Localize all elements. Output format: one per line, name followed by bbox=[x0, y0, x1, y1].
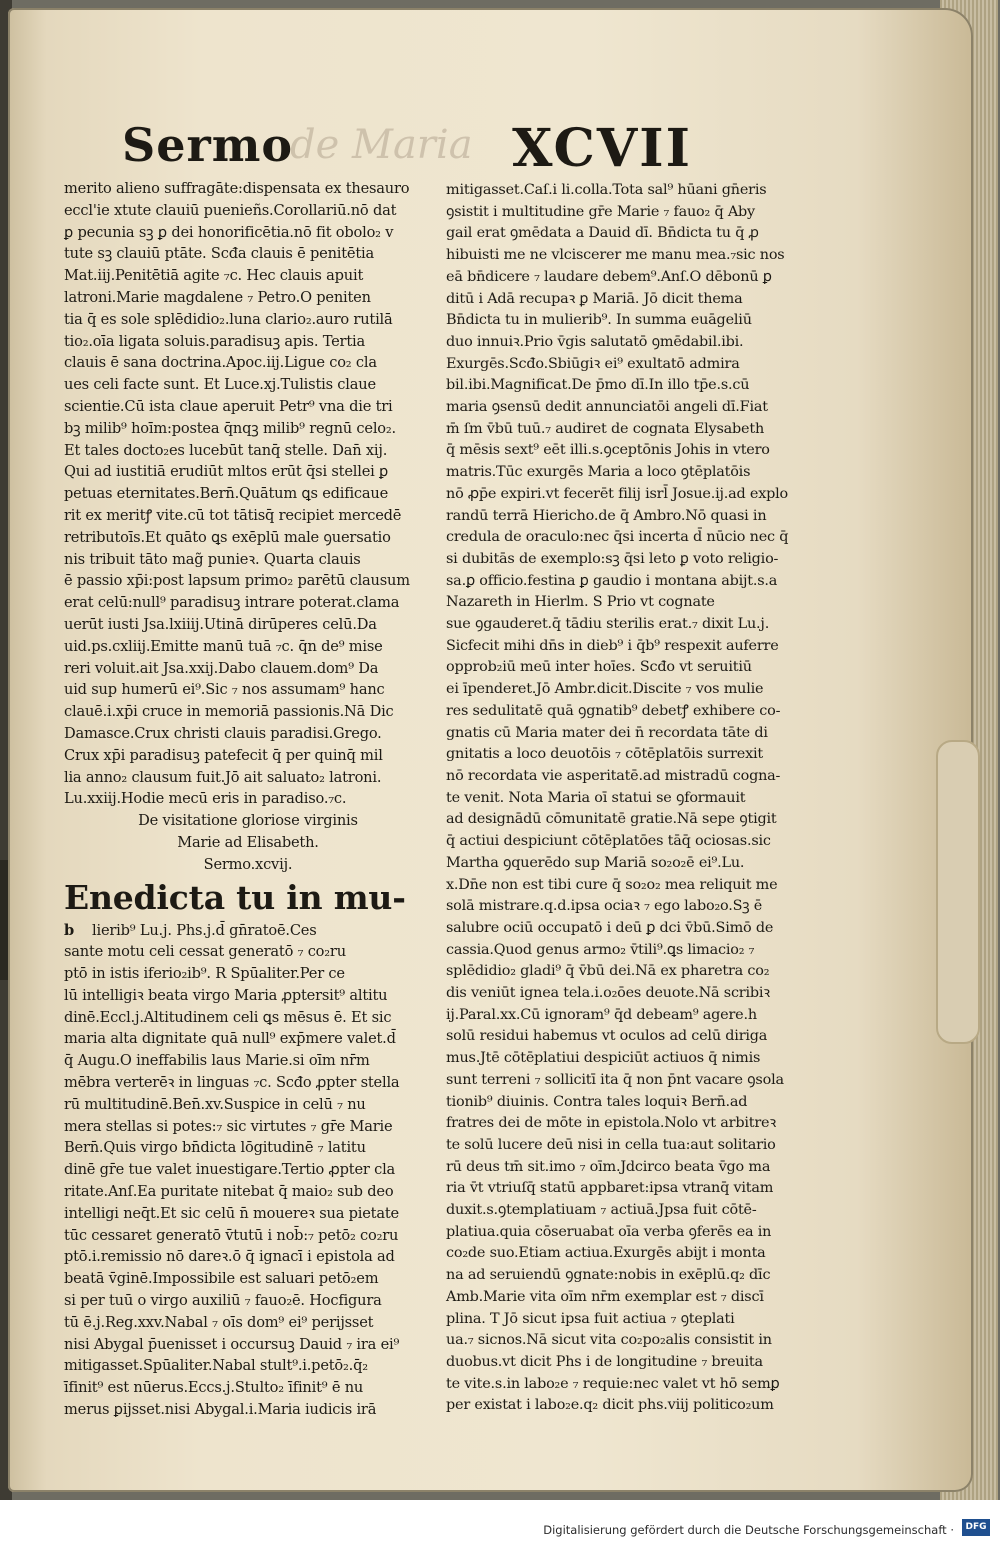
text-line: Et tales docto₂es lucebūt tanq̄ stelle. Dan̄ xij. bbox=[64, 441, 388, 459]
text-line: q̄ actiui despiciunt cōtēplatōes tāq̄ ociosas.sic bbox=[446, 833, 771, 850]
text-line: Nazareth in Hierlm. S Prio vt cognate bbox=[446, 594, 715, 611]
text-line: ei īpenderet.Jō Ambr.dicit.Discite ₇ vos mulie bbox=[446, 681, 764, 698]
text-line: Martha ꝯquerēdo sup Mariā so₂o₂ē ei⁹.Lu. bbox=[446, 854, 745, 871]
text-line: clauē.i.xp̄i cruce in memoriā passionis.Nā Dic bbox=[64, 703, 394, 721]
text-line: bil.ibi.Magnificat.De p̄mo dī.In illo tp̄e.s.cū bbox=[446, 377, 750, 394]
text-line: mus.Jtē cōtēplatiui despiciūt actiuos q̄ nimis bbox=[446, 1050, 761, 1067]
text-line: dinē.Eccl.j.Altitudinem celi ꝗs mēsus ē. Et sic bbox=[64, 1008, 392, 1026]
text-line: uid sup humerū ei⁹.Sic ₇ nos assumam⁹ hanc bbox=[64, 681, 385, 699]
text-line: rū deus tm̄ sit.imo ₇ oīm.Jdcirco beata v̄go ma bbox=[446, 1158, 771, 1175]
text-line: merus ꝑijsset.nisi Abygal.i.Maria iudicis irā bbox=[64, 1401, 377, 1419]
text-line: te solū lucere deū nisi in cella tua:aut solitario bbox=[446, 1136, 776, 1153]
text-line: uid.ps.cxliij.Emitte manū tuā ₇c. q̄n de⁹ mise bbox=[64, 637, 383, 655]
text-line: Sicfecit mihi dn̄s in dieb⁹ i q̄b⁹ respexit auferre bbox=[446, 637, 779, 654]
text-line: merito alieno suffragāte:dispensata ex thesauro bbox=[64, 180, 410, 197]
text-line: latroni.Marie magdalene ₇ Petro.O peniten bbox=[64, 288, 371, 306]
text-line: Lu.xxiij.Hodie mecū eris in paradiso.₇c. bbox=[64, 790, 347, 808]
text-line: ꝑ pecunia sꝫ ꝑ dei honorificētia.nō fit obolo₂ v bbox=[64, 223, 394, 241]
text-line: te vite.s.in labo₂e ₇ requie:nec valet vt hō semꝑ bbox=[446, 1375, 780, 1392]
text-line: nisi Abygal p̄uenisset i occursuꝫ Dauid ₇ ira ei⁹ bbox=[64, 1335, 400, 1353]
initial-letter: b bbox=[64, 921, 75, 939]
text-line: si dubitās de exemplo:sꝫ q̄si leto ꝑ voto religio- bbox=[446, 550, 779, 567]
folio-number: XCVII bbox=[512, 118, 692, 179]
incipit-heading: Enedicta tu in mu- bbox=[64, 877, 406, 917]
text-line: ptō.i.remissio nō dareꝛ.ō q̄ ignacī i epistola ad bbox=[64, 1248, 395, 1266]
text-line: ria v̄t vtriuſq̄ statū appbaret:ipsa vtranq̄ vitam bbox=[446, 1180, 774, 1197]
sermo-number: Sermo.xcvij. bbox=[203, 855, 293, 873]
text-line: si per tuū o virgo auxiliū ₇ fauo₂ē. Hocfigura bbox=[64, 1292, 382, 1310]
text-line: Exurgēs.Scđo.Sbiūgiꝛ ei⁹ exultatō admira bbox=[446, 355, 740, 372]
text-line: fratres dei de mōte in epistola.Nolo vt arbitreꝛ bbox=[446, 1115, 776, 1132]
text-line: q̄ Augu.O ineffabilis laus Marie.si oīm nr̄m bbox=[64, 1052, 370, 1070]
text-line: tūc cessaret generatō v̄tutū i nob̄:₇ petō₂ co₂ru bbox=[64, 1226, 399, 1244]
text-line: Amb.Marie vita oīm nr̄m exemplar est ₇ discī bbox=[446, 1288, 764, 1305]
text-line: per existat i labo₂e.q₂ dicit phs.viij politico₂um bbox=[446, 1397, 774, 1414]
footer-credit: Digitalisierung gefördert durch die Deutsche Forschungsgemeinschaft · bbox=[543, 1523, 954, 1537]
text-line: Bern̄.Quis virgo bn̄dicta lōgitudinē ₇ latitu bbox=[64, 1139, 366, 1157]
text-line: uerūt iusti Jsa.lxiiij.Utinā dirūperes celū.Da bbox=[64, 615, 377, 633]
text-line: Qui ad iustitiā erudiūt mltos erūt q̄si stellei ꝑ bbox=[64, 463, 389, 481]
text-line: tū ē.j.Reg.xxv.Nabal ₇ oīs dom⁹ ei⁹ perijsset bbox=[64, 1313, 374, 1331]
text-line: co₂de suo.Etiam actiua.Exurgēs abijt i monta bbox=[446, 1245, 766, 1262]
text-line: tute sꝫ clauiū ptāte. Scđa clauis ē penitētia bbox=[64, 245, 374, 263]
text-line: retributoīs.Et quāto ꝗs exēplū male ꝯuersatio bbox=[64, 528, 391, 546]
text-line: dinē gr̄e tue valet inuestigare.Tertio ꝓpter cla bbox=[64, 1161, 396, 1179]
text-line: gail erat ꝯmēdata a Dauid dī. Bn̄dicta tu q̄ ꝓ bbox=[446, 225, 759, 242]
text-line: na ad seruiendū ꝯgnate:nobis in exēplū.q₂ dīc bbox=[446, 1267, 771, 1284]
dfg-logo: DFG bbox=[962, 1519, 990, 1536]
right-column bbox=[446, 180, 822, 1414]
text-line: gnatis cū Maria mater dei n̄ recordata tāte di bbox=[446, 724, 768, 741]
text-line: credula de oraculo:nec q̄si incerta d̄ nūcio nec q̄ bbox=[446, 529, 789, 546]
text-line bbox=[64, 920, 432, 942]
text-line: tionib⁹ diuinis. Contra tales loquiꝛ Bern̄.ad bbox=[446, 1093, 748, 1110]
text-line: duobus.vt dicit Phs i de longitudine ₇ breuita bbox=[446, 1353, 763, 1370]
text-line: Crux xp̄i paradisuꝫ patefecit q̄ per quinq̄ mil bbox=[64, 746, 383, 764]
text-line: gnitatis a loco deuotōis ₇ cōtēplatōis surrexit bbox=[446, 746, 763, 763]
running-head-left bbox=[122, 118, 292, 180]
text-line: platiua.quia cōseruabat oīa verba ꝯferēs ea in bbox=[446, 1223, 772, 1240]
running-head-sermo: Sermo bbox=[122, 118, 294, 172]
text-line: mēbra verterēꝛ in linguas ₇c. Scđo ꝓpter stella bbox=[64, 1074, 400, 1092]
text-line: ditū i Adā recupaꝛ ꝑ Mariā. Jō dicit thema bbox=[446, 290, 743, 307]
text-line: eccl'ie xtute clauiū puenieñs.Corollariū.nō dat bbox=[64, 201, 397, 219]
text-line: solā mistrare.q.d.ipsa ociaꝛ ₇ ego labo₂o.Sꝫ ē bbox=[446, 898, 763, 915]
text-line: rit ex meritꝭ vite.cū tot tātisq̄ recipiet mercedē bbox=[64, 506, 402, 524]
text-line: Mat.iij.Penitētiā agite ₇c. Hec clauis apuit bbox=[64, 267, 364, 285]
text-line: matris.Tūc exurgēs Maria a loco ꝯtēplatōis bbox=[446, 464, 751, 481]
text-line: ꝯsistit i multitudine gr̄e Marie ₇ fauo₂ q̄ Aby bbox=[446, 203, 755, 220]
text-line: Bn̄dicta tu in mulierib⁹. In summa euāgeliū bbox=[446, 312, 752, 329]
left-column bbox=[64, 178, 432, 1419]
text-line: duxit.s.ꝯtemplatiuam ₇ actiuā.Jpsa fuit cōtē- bbox=[446, 1202, 757, 1219]
text-line: m̄ ſm v̄bū tuū.₇ audiret de cognata Elysabeth bbox=[446, 420, 765, 437]
text-line: rū multitudinē.Ben̄.xv.Suspice in celū ₇ nu bbox=[64, 1095, 366, 1113]
text-line: lū intelligiꝛ beata virgo Maria ꝓptersit⁹ altitu bbox=[64, 986, 388, 1004]
text-line: lia anno₂ clausum fuit.Jō ait saluato₂ latroni. bbox=[64, 768, 382, 786]
text-line: Damasce.Crux christi clauis paradisi.Grego. bbox=[64, 724, 382, 742]
text-line: mitigasset.Caſ.i li.colla.Tota sal⁹ hūani gn̄eris bbox=[446, 182, 767, 198]
text-line: tia q̄ es sole splēdidio₂.luna clario₂.auro rutilā bbox=[64, 310, 393, 328]
text-line: reri voluit.ait Jsa.xxij.Dabo clauem.dom⁹ Da bbox=[64, 659, 379, 677]
text-line: mitigasset.Spūaliter.Nabal stult⁹.i.petō₂.q̄₂ bbox=[64, 1357, 368, 1375]
text-line: īfinit⁹ est nūerus.Eccs.j.Stulto₂ īfinit⁹ ē nu bbox=[64, 1379, 364, 1397]
section-heading: Marie ad Elisabeth. bbox=[177, 833, 319, 851]
text-line: plina. T Jō sicut ipsa fuit actiua ₇ ꝯteplati bbox=[446, 1310, 735, 1327]
text-line: res sedulitatē quā ꝯgnatib⁹ debetꝭ exhibere co- bbox=[446, 702, 781, 719]
text-line: ē passio xp̄i:post lapsum primo₂ parētū clausum bbox=[64, 572, 410, 590]
section-heading: De visitatione gloriose virginis bbox=[138, 812, 358, 830]
text-line: ua.₇ sicnos.Nā sicut vita co₂po₂alis consistit in bbox=[446, 1332, 772, 1349]
show-through-ink: de Maria bbox=[290, 122, 473, 168]
text-line: bꝫ milib⁹ hoīm:postea q̄nqꝫ milib⁹ regnū celo₂. bbox=[64, 419, 396, 437]
text-line: sante motu celi cessat generatō ₇ co₂ru bbox=[64, 943, 346, 961]
text-line: petuas eternitates.Bern̄.Quātum ꝗs edificaue bbox=[64, 485, 389, 503]
text-line: splēdidio₂ gladi⁹ q̄ v̄bū dei.Nā ex pharetra co₂ bbox=[446, 963, 770, 980]
text-line: salubre ociū occupatō i deū ꝑ dci v̄bū.Simō de bbox=[446, 919, 774, 936]
text-line: x.Dn̄e non est tibi cure q̄ so₂o₂ mea reliquit me bbox=[446, 876, 778, 893]
text-line: duo innuiꝛ.Prio v̄gis salutatō ꝯmēdabil.ibi. bbox=[446, 333, 744, 350]
text-line: q̄ mēsis sext⁹ eēt illi.s.ꝯceptōnis Johis in vtero bbox=[446, 442, 770, 459]
text-line: beatā v̄ginē.Impossibile est saluari petō₂em bbox=[64, 1270, 379, 1288]
text-line: dis veniūt ignea tela.i.o₂ōes deuote.Nā scribiꝛ bbox=[446, 985, 770, 1002]
text-line: mera stellas si potes:₇ sic virtutes ₇ gr̄e Marie bbox=[64, 1117, 393, 1135]
text-line: ad designādū cōmunitatē gratie.Nā sepe ꝯtigit bbox=[446, 811, 777, 828]
text-line: nis tribuit tāto mag̃ punieꝛ. Quarta clauis bbox=[64, 550, 361, 568]
text-line: ij.Paral.xx.Cū ignoram⁹ q̄d debeam⁹ agere.h bbox=[446, 1006, 757, 1023]
text-line-body: lierib⁹ Lu.j. Phs.j.d̄ gn̄ratoē.Ces bbox=[92, 921, 317, 939]
text-line: erat celū:null⁹ paradisuꝫ intrare poterat.clama bbox=[64, 594, 400, 612]
text-line: ues celi facte sunt. Et Luce.xj.Tulistis claue bbox=[64, 376, 376, 394]
text-line: sa.ꝑ officio.festina ꝑ gaudio i montana abijt.s.a bbox=[446, 572, 778, 589]
text-line: ptō in istis iferio₂ib⁹. R Spūaliter.Per ce bbox=[64, 965, 345, 983]
text-line: maria ꝯsensū dedit annunciatōi angeli dī.Fiat bbox=[446, 399, 768, 416]
text-line: eā bn̄dicere ₇ laudare debem⁹.Anſ.O dēbonū ꝑ bbox=[446, 268, 772, 285]
text-line: nō ꝓp̄e expiri.vt fecerēt filij isrl̄ Josue.ij.ad explo bbox=[446, 485, 789, 502]
text-line: intelligi neq̄t.Et sic celū n̄ mouereꝛ sua pietate bbox=[64, 1204, 399, 1222]
text-line: maria alta dignitate quā null⁹ exp̄mere valet.d̄ bbox=[64, 1030, 396, 1048]
text-line: cassia.Quod genus armo₂ v̄tili⁹.ꝗs limacio₂ ₇ bbox=[446, 941, 755, 958]
text-line: sue ꝯgauderet.q̄ tādiu sterilis erat.₇ dixit Lu.j. bbox=[446, 616, 770, 633]
text-line: opprob₂iū meū inter hoīes. Scđo vt seruitiū bbox=[446, 659, 752, 676]
text-line: hibuisti me ne vlciscerer me manu mea.₇sic nos bbox=[446, 247, 785, 264]
text-line: clauis ē sana doctrina.Apoc.iij.Ligue co₂ cla bbox=[64, 354, 377, 372]
text-line: nō recordata vie asperitatē.ad mistradū cogna- bbox=[446, 767, 781, 784]
text-line: tio₂.oīa ligata soluis.paradisuꝫ apis. Tertia bbox=[64, 332, 365, 350]
text-line: sunt terreni ₇ sollicitī ita q̄ non p̄nt vacare ꝯsola bbox=[446, 1071, 784, 1088]
text-line: scientie.Cū ista claue aperuit Petr⁹ vna die tri bbox=[64, 397, 393, 415]
text-line: randū terrā Hiericho.de q̄ Ambro.Nō quasi in bbox=[446, 507, 767, 524]
clasp-tab bbox=[936, 740, 980, 1044]
text-line: solū residui habemus vt oculos ad celū diriga bbox=[446, 1028, 768, 1045]
running-head-right bbox=[512, 118, 692, 180]
text-line: te venit. Nota Maria oī statui se ꝯformauit bbox=[446, 789, 746, 806]
text-line: ritate.Anſ.Ea puritate nitebat q̄ maio₂ sub deo bbox=[64, 1183, 394, 1201]
